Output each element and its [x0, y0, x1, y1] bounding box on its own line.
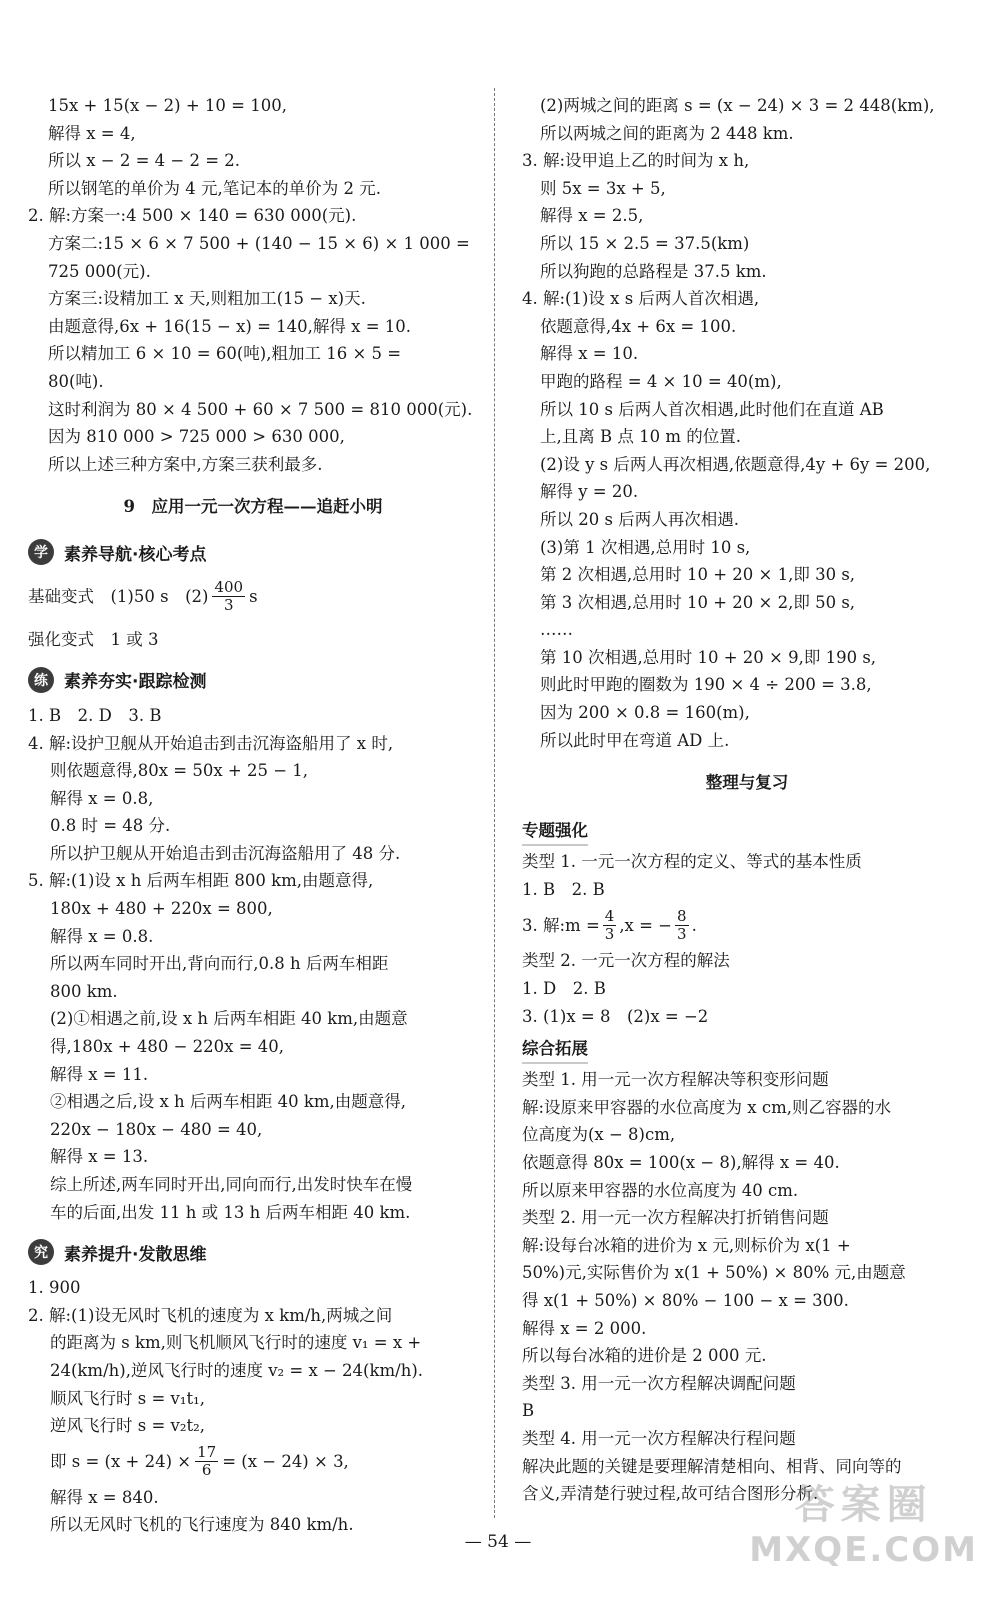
text-line: 所以上述三种方案中,方案三获利最多.	[48, 454, 323, 474]
equation-middle: ,x = −	[619, 915, 673, 935]
fraction-denominator: 3	[677, 924, 687, 943]
text-line: 解得 x = 4,	[48, 123, 136, 143]
strengthen-variant-line: 强化变式 1 或 3	[28, 630, 159, 650]
text-line: (2)①相遇之前,设 x h 后两车相距 40 km,由题意	[50, 1009, 408, 1029]
section-title: 9 应用一元一次方程——追赶小明	[123, 497, 383, 517]
page-number: — 54 —	[464, 1532, 532, 1552]
special-topic-header: 专题强化	[522, 818, 588, 846]
watermark-logo	[749, 1473, 978, 1570]
fraction-numerator: 400	[214, 577, 244, 596]
text-line: 1. D 2. B	[522, 979, 606, 999]
fraction-numerator: 4	[604, 906, 615, 925]
text-line: 1. B 2. D 3. B	[28, 705, 162, 725]
text-line: (2)两城之间的距离 s = (x − 24) × 3 = 2 448(km),	[540, 96, 935, 115]
text-line: 顺风飞行时 s = v₁t₁,	[50, 1388, 205, 1408]
text-line: (2)设 y s 后两人再次相遇,依题意得,4y + 6y = 200,	[540, 454, 931, 474]
text-line: (3)第 1 次相遇,总用时 10 s,	[540, 537, 751, 557]
left-column	[28, 92, 478, 1539]
text-line: 所以原来甲容器的水位高度为 40 cm.	[522, 1180, 799, 1200]
text-line: 3. (1)x = 8 (2)x = −2	[522, 1006, 709, 1026]
fraction	[603, 908, 617, 943]
fraction-unit: s	[249, 586, 258, 606]
text-line: 依题意得 80x = 100(x − 8),解得 x = 40.	[522, 1153, 840, 1172]
text-line: 位高度为(x − 8)cm,	[522, 1125, 676, 1145]
text-line: 所以狗跑的总路程是 37.5 km.	[540, 261, 767, 281]
text-line: 4. 解:(1)设 x s 后两人首次相遇,	[522, 289, 760, 309]
equation-line	[522, 903, 972, 947]
practice-badge-icon: 练	[28, 667, 54, 693]
equation-prefix: 3. 解:m =	[522, 915, 600, 935]
text-line: 解得 x = 2 000.	[522, 1318, 647, 1338]
text-line: 第 2 次相遇,总用时 10 + 20 × 1,即 30 s,	[540, 565, 856, 585]
equation-end: .	[691, 915, 697, 935]
study-badge-icon: 学	[28, 539, 54, 565]
text-line: 因为 200 × 0.8 = 160(m),	[540, 703, 750, 723]
text-line: 0.8 时 = 48 分.	[50, 816, 171, 836]
text-line: B	[522, 1401, 535, 1421]
explore-badge-icon: 究	[28, 1239, 54, 1265]
text-line: 1. 900	[28, 1278, 81, 1298]
text-line: 所以钢笔的单价为 4 元,笔记本的单价为 2 元.	[48, 178, 381, 198]
text-line: 得,180x + 480 − 220x = 40,	[50, 1037, 285, 1057]
text-line: 解得 y = 20.	[540, 482, 639, 502]
text-line: 解得 x = 13.	[50, 1147, 149, 1167]
text-line: 第 10 次相遇,总用时 10 + 20 × 9,即 190 s,	[540, 647, 877, 667]
text-line: 2. 解:方案一:4 500 × 140 = 630 000(元).	[28, 206, 357, 226]
text-line: 依题意得,4x + 6x = 100.	[540, 316, 737, 336]
text-line: 含义,弄清楚行驶过程,故可结合图形分析.	[522, 1484, 819, 1504]
text-line: 则 5x = 3x + 5,	[540, 178, 666, 198]
equation-suffix: = (x − 24) × 3,	[222, 1451, 349, 1471]
watermark-site-text: MXQE.COM	[749, 1530, 978, 1570]
section-header-label: 素养导航·核心考点	[64, 544, 207, 565]
section-header-study	[28, 536, 478, 568]
text-line: 方案三:设精加工 x 天,则粗加工(15 − x)天.	[48, 289, 366, 309]
fraction	[195, 1444, 218, 1479]
text-line: 24(km/h),逆风飞行时的速度 v₂ = x − 24(km/h).	[50, 1360, 424, 1380]
text-line: 得 x(1 + 50%) × 80% − 100 − x = 300.	[522, 1290, 849, 1310]
text-line: 所以两城之间的距离为 2 448 km.	[540, 123, 794, 143]
text-line: ……	[540, 620, 573, 640]
text-line: 则依题意得,80x = 50x + 25 − 1,	[50, 761, 309, 781]
text-line: 800 km.	[50, 981, 118, 1001]
text-line: 所以 20 s 后两人再次相遇.	[540, 509, 739, 529]
text-line: 4. 解:设护卫舰从开始追击到击沉海盗船用了 x 时,	[28, 733, 394, 753]
text-line: 综上所述,两车同时开出,同向而行,出发时快车在慢	[50, 1175, 413, 1194]
special-topic-block	[522, 848, 972, 1030]
text-line: 解决此题的关键是要理解清楚相向、相背、同向等的	[522, 1456, 902, 1476]
text-line: 1. B 2. B	[522, 879, 605, 899]
text-line: 所以精加工 6 × 10 = 60(吨),粗加工 16 × 5 =	[48, 344, 402, 364]
comprehensive-block	[522, 1066, 972, 1508]
text-line: 类型 1. 用一元一次方程解决等积变形问题	[522, 1070, 829, 1090]
text-line: 220x − 180x − 480 = 40,	[50, 1119, 263, 1139]
text-line: 第 3 次相遇,总用时 10 + 20 × 2,即 50 s,	[540, 592, 856, 612]
fraction	[212, 579, 245, 614]
text-line: 类型 2. 一元一次方程的解法	[522, 951, 730, 971]
text-line: 所以每台冰箱的进价是 2 000 元.	[522, 1346, 767, 1366]
fraction-numerator: 17	[197, 1443, 217, 1462]
text-line: 3. 解:设甲追上乙的时间为 x h,	[522, 151, 750, 171]
fraction-denominator: 3	[224, 595, 234, 614]
right-answer-block	[522, 92, 972, 754]
text-line: 类型 2. 用一元一次方程解决打折销售问题	[522, 1208, 829, 1228]
text-line: 因为 810 000 > 725 000 > 630 000,	[48, 427, 345, 447]
text-line: 甲跑的路程 = 4 × 10 = 40(m),	[540, 371, 782, 391]
fraction-denominator: 3	[604, 924, 615, 943]
text-line: 180x + 480 + 220x = 800,	[50, 899, 273, 919]
basic-variant-line	[28, 574, 478, 618]
text-line: 所以护卫舰从开始追击到击沉海盗船用了 48 分.	[50, 843, 401, 863]
text-line: 15x + 15(x − 2) + 10 = 100,	[48, 96, 287, 115]
text-line: 车的后面,出发 11 h 或 13 h 后两车相距 40 km.	[50, 1202, 411, 1222]
right-column	[522, 92, 972, 1508]
watermark-logo-text: 答案圈	[794, 1482, 933, 1528]
text-line: 解得 x = 0.8.	[50, 926, 154, 946]
text-line: 的距离为 s km,则飞机顺风飞行时的速度 v₁ = x +	[50, 1333, 422, 1353]
text-line: 逆风飞行时 s = v₂t₂,	[50, 1416, 205, 1436]
basic-variant-text: 基础变式 (1)50 s (2)	[28, 586, 209, 606]
text-line: 类型 3. 用一元一次方程解决调配问题	[522, 1373, 796, 1393]
fraction	[675, 908, 689, 943]
comprehensive-header: 综合拓展	[522, 1036, 588, 1064]
text-line: 解得 x = 840.	[50, 1487, 159, 1507]
explore-answers	[28, 1274, 478, 1539]
text-line: 上,且离 B 点 10 m 的位置.	[540, 427, 741, 447]
text-line: 解得 x = 0.8,	[50, 788, 154, 808]
text-line: 50%)元,实际售价为 x(1 + 50%) × 80% 元,由题意	[522, 1263, 906, 1283]
fraction-denominator: 6	[201, 1461, 212, 1480]
text-line: 所以 x − 2 = 4 − 2 = 2.	[48, 151, 241, 171]
text-line: 解得 x = 10.	[540, 344, 639, 364]
text-line: 所以 10 s 后两人首次相遇,此时他们在直道 AB	[540, 399, 884, 419]
section-header-practice	[28, 664, 478, 696]
section-header-label: 素养夯实·跟踪检测	[64, 672, 207, 693]
text-line: 725 000(元).	[48, 261, 151, 281]
section-header-label: 素养提升·发散思维	[64, 1244, 207, 1265]
text-line: 解:设每台冰箱的进价为 x 元,则标价为 x(1 +	[522, 1235, 851, 1255]
text-line: 2. 解:(1)设无风时飞机的速度为 x km/h,两城之间	[28, 1305, 393, 1325]
text-line: 80(吨).	[48, 371, 104, 391]
text-line: 所以此时甲在弯道 AD 上.	[540, 730, 730, 750]
section-header-explore	[28, 1236, 478, 1268]
text-line: 解得 x = 11.	[50, 1064, 149, 1084]
fraction-numerator: 8	[677, 906, 687, 925]
text-line: 所以 15 × 2.5 = 37.5(km)	[540, 233, 750, 253]
left-answer-block	[28, 92, 478, 478]
text-line: ②相遇之后,设 x h 后两车相距 40 km,由题意得,	[50, 1092, 407, 1112]
equation-prefix: 即 s = (x + 24) ×	[50, 1451, 192, 1471]
text-line: 由题意得,6x + 16(15 − x) = 140,解得 x = 10.	[48, 316, 412, 336]
text-line: 类型 1. 一元一次方程的定义、等式的基本性质	[522, 852, 862, 872]
equation-line	[28, 1440, 478, 1484]
text-line: 所以两车同时开出,背向而行,0.8 h 后两车相距	[50, 954, 389, 974]
practice-answers	[28, 702, 478, 1226]
text-line: 5. 解:(1)设 x h 后两车相距 800 km,由题意得,	[28, 871, 374, 891]
text-line: 这时利润为 80 × 4 500 + 60 × 7 500 = 810 000(元).	[48, 399, 473, 419]
review-title: 整理与复习	[705, 773, 789, 793]
column-divider	[494, 88, 495, 1518]
text-line: 类型 4. 用一元一次方程解决行程问题	[522, 1428, 796, 1448]
text-line: 解:设原来甲容器的水位高度为 x cm,则乙容器的水	[522, 1097, 891, 1117]
text-line: 方案二:15 × 6 × 7 500 + (140 − 15 × 6) × 1 000 =	[48, 233, 470, 253]
text-line: 所以无风时飞机的飞行速度为 840 km/h.	[50, 1515, 354, 1535]
text-line: 解得 x = 2.5,	[540, 206, 644, 226]
text-line: 则此时甲跑的圈数为 190 × 4 ÷ 200 = 3.8,	[540, 675, 872, 695]
